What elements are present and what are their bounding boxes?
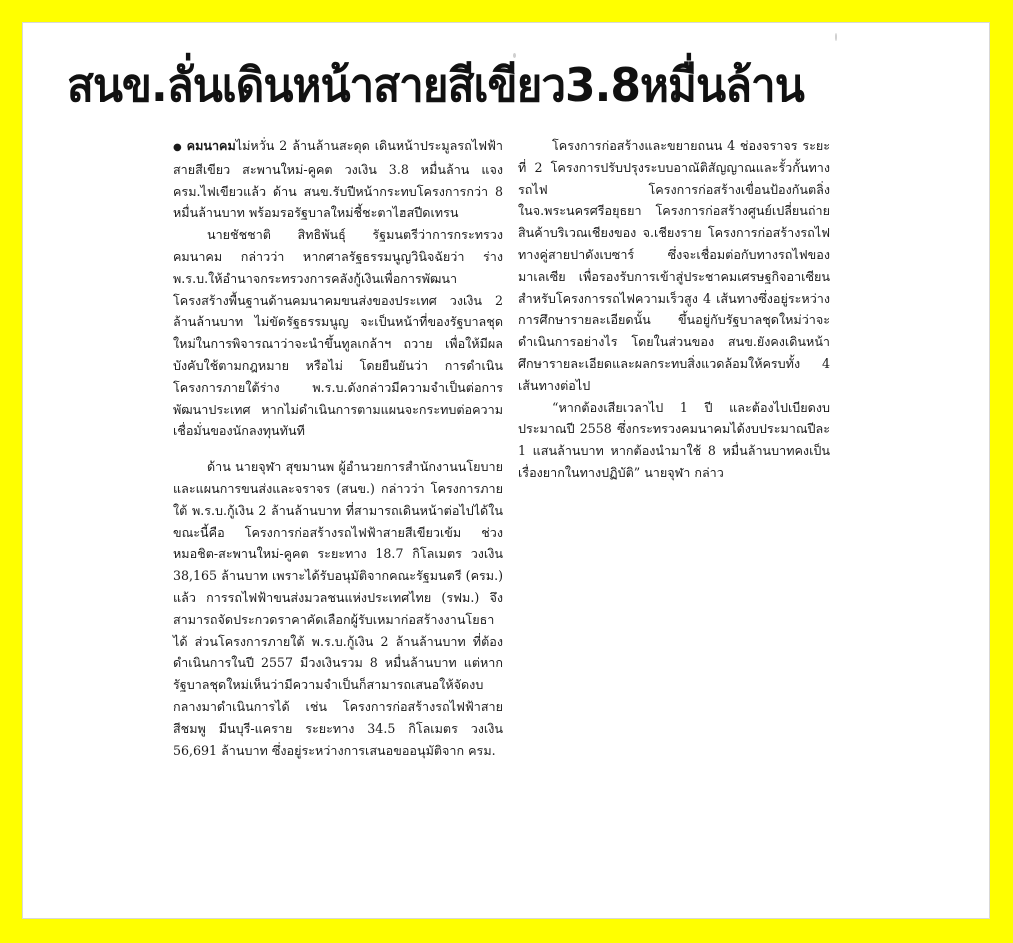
print-speck [513,53,516,58]
lead-text: ไม่หวั่น 2 ล้านล้านสะดุด เดินหน้าประมูลรถไฟฟ้าสายสีเขียว สะพานใหม่-คูคต วงเงิน 3.8 หมื่นล้าน แจง ครม.ไฟเขียวแล้ว ด้าน สนข.รับปีหน้ากระทบโครงการกว่า 8 หมื่นล้านบาท พร้อมรอรัฐบาลใหม่ชี้ชะตาไฮสปีดเทรน [173,138,503,221]
headline: สนข.ลั่นเดินหน้าสายสีเขียว3.8หมื่นล้าน [67,59,804,113]
newspaper-clipping [22,22,990,919]
bullet-icon: ● [173,142,183,153]
paragraph-otp-director: ด้าน นายจุฬา สุขมานพ ผู้อำนวยการสำนักงานนโยบายและแผนการขนส่งและจราจร (สนข.) กล่าวว่า โครงการภายใต้ พ.ร.บ.กู้เงิน 2 ล้านล้านบาท ที่สามารถเดินหน้าต่อไปได้ในขณะนี้คือ โครงการก่อสร้างรถไฟฟ้าสายสีเขียวเข้ม ช่วงหมอชิต-สะพานใหม่-คูคต ระยะทาง 18.7 กิโลเมตร วงเงิน 38,165 ล้านบาท เพราะได้รับอนุมัติจากคณะรัฐมนตรี (ครม.) แล้ว การรถไฟฟ้าขนส่งมวลชนแห่งประเทศไทย (รฟม.) จึงสามารถจัดประกวดราคาคัดเลือกผู้รับเหมาก่อสร้างงานโยธาได้ ส่วนโครงการภายใต้ พ.ร.บ.กู้เงิน 2 ล้านล้านบาท ที่ต้องดำเนินการในปี 2557 มีวงเงินรวม 8 หมื่นล้านบาท แต่หากรัฐบาลชุดใหม่เห็นว่ามีความจำเป็นก็สามารถเสนอให้จัดงบกลางมาดำเนินการได้ เช่น โครงการก่อสร้างรถไฟฟ้าสายสีชมพู มีนบุรี-แคราย ระยะทาง 34.5 กิโลเมตร วงเงิน 56,691 ล้านบาท ซึ่งอยู่ระหว่างการเสนอขออนุมัติจาก ครม. [173,459,503,758]
paragraph-projects: โครงการก่อสร้างและขยายถนน 4 ช่องจราจร ระยะที่ 2 โครงการปรับปรุงระบบอาณัติสัญญาณและรั้วกั้นทางรถไฟ โครงการก่อสร้างเขื่อนป้องกันตลิ่งในจ.พระนครศรีอยุธยา โครงการก่อสร้างศูนย์เปลี่ยนถ่ายสินค้าบริเวณเชียงของ จ.เชียงราย โครงการก่อสร้างรถไฟทางคู่สายปาดังเบซาร์ ซึ่งจะเชื่อมต่อกับทางรถไฟของมาเลเซีย เพื่อรองรับการเข้าสู่ประชาคมเศรษฐกิจอาเซียน สำหรับโครงการรถไฟความเร็วสูง 4 เส้นทางซึ่งอยู่ระหว่างการศึกษารายละเอียดนั้น ขึ้นอยู่กับรัฐบาลชุดใหม่ว่าจะดำเนินการอย่างไร โดยในส่วนของ สนข.ยังคงเดินหน้าศึกษารายละเอียดและผลกระทบสิ่งแวดล้อมให้ครบทั้ง 4 เส้นทางต่อไป [518,138,830,393]
lead-word: คมนาคม [186,138,236,153]
paragraph-minister: นายชัชชาติ สิทธิพันธุ์ รัฐมนตรีว่าการกระทรวงคมนาคม กล่าวว่า หากศาลรัฐธรรมนูญวินิจฉัยว่า ร่าง พ.ร.บ.ให้อำนาจกระทรวงการคลังกู้เงินเพื่อการพัฒนาโครงสร้างพื้นฐานด้านคมนาคมขนส่งของประเทศ วงเงิน 2 ล้านล้านบาท ไม่ขัดรัฐธรรมนูญ จะเป็นหน้าที่ของรัฐบาลชุดใหม่ในการพิจารณาว่าจะนำขึ้นทูลเกล้าฯ ถวาย เพื่อให้มีผลบังคับใช้ตามกฎหมาย หรือไม่ โดยยืนยันว่า การดำเนินโครงการภายใต้ร่าง พ.ร.บ.ดังกล่าวมีความจำเป็นต่อการพัฒนาประเทศ หากไม่ดำเนินการตามแผนจะกระทบต่อความเชื่อมั่นของนักลงทุนทันที [173,227,503,439]
article-column-left [173,135,503,761]
article-column-right [518,135,830,484]
print-speck [835,33,837,41]
paragraph-quote: “หากต้องเสียเวลาไป 1 ปี และต้องไปเบียดงบประมาณปี 2558 ซึ่งกระทรวงคมนาคมได้งบประมาณปีละ 1 แสนล้านบาท หากต้องนำมาใช้ 8 หมื่นล้านบาทคงเป็นเรื่องยากในทางปฏิบัติ” นายจุฬา กล่าว [518,399,830,480]
lead-paragraph [173,135,503,224]
